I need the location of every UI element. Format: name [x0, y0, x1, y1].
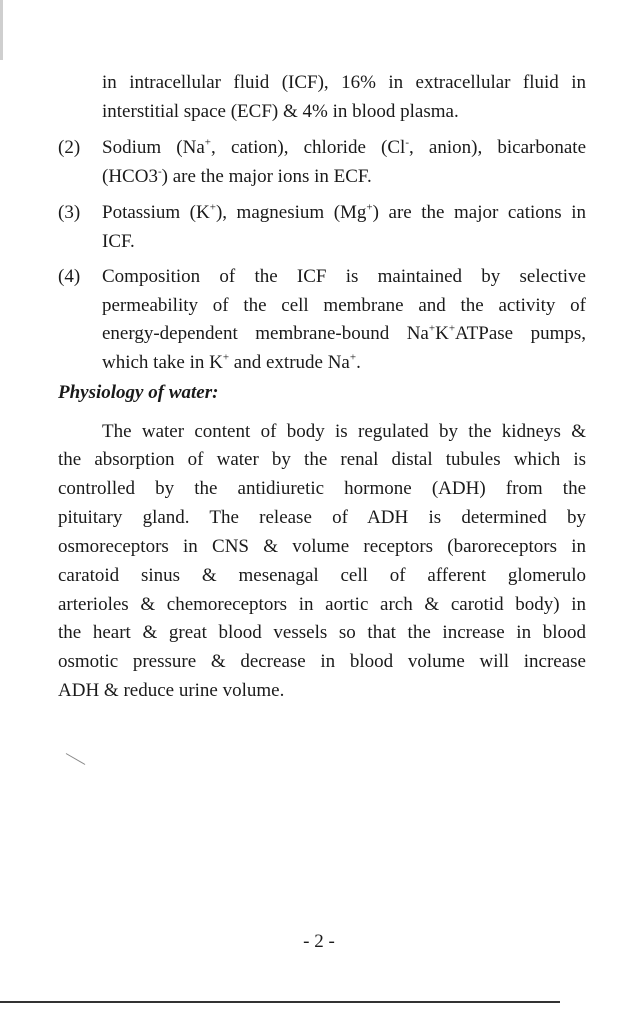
paragraph-line-2: the absorption of water by the renal distal tubules which is	[58, 449, 586, 470]
list-item-4-line-3: energy-dependent membrane-bound Na+K+ATPase pumps,	[102, 322, 586, 344]
paragraph-line-5: osmoreceptors in CNS & volume receptors (baroreceptors in	[58, 536, 586, 557]
list-item-4-line-1: Composition of the ICF is maintained by selective	[102, 266, 586, 287]
paragraph-line-10: ADH & reduce urine volume.	[58, 680, 285, 701]
paragraph-line-4: pituitary gland. The release of ADH is determined by	[58, 507, 586, 528]
paragraph-line-9: osmotic pressure & decrease in blood volume will increase	[58, 651, 586, 672]
paragraph-line-3: controlled by the antidiuretic hormone (ADH) from the	[58, 478, 586, 499]
intro-line-2: interstitial space (ECF) & 4% in blood plasma.	[102, 101, 459, 122]
bottom-rule	[0, 1001, 560, 1003]
paragraph-line-1: The water content of body is regulated by the kidneys &	[102, 421, 586, 442]
list-item-number-2: (2)	[58, 137, 81, 158]
list-item-2-line-2: (HCO3-) are the major ions in ECF.	[102, 165, 372, 187]
list-item-3-line-2: ICF.	[102, 231, 135, 252]
page-edge-shadow	[0, 0, 3, 60]
intro-line-1: in intracellular fluid (ICF), 16% in extracellular fluid in	[102, 72, 586, 93]
section-heading: Physiology of water:	[58, 382, 219, 403]
list-item-number-4: (4)	[58, 266, 81, 287]
list-item-4-line-4: which take in K+ and extrude Na+.	[102, 351, 361, 373]
paragraph-line-7: arterioles & chemoreceptors in aortic arch & carotid body) in	[58, 594, 586, 615]
paragraph-line-6: caratoid sinus & mesenagal cell of afferent glomerulo	[58, 565, 586, 586]
list-item-number-3: (3)	[58, 202, 81, 223]
list-item-4-line-2: permeability of the cell membrane and the activity of	[102, 295, 586, 316]
scan-mark	[66, 753, 86, 765]
list-item-2-line-1: Sodium (Na+, cation), chloride (Cl-, anion), bicarbonate	[102, 136, 587, 158]
list-item-3-line-1: Potassium (K+), magnesium (Mg+) are the major cations in	[102, 201, 586, 223]
paragraph-line-8: the heart & great blood vessels so that the increase in blood	[58, 622, 586, 643]
page-number: - 2 -	[303, 931, 335, 952]
